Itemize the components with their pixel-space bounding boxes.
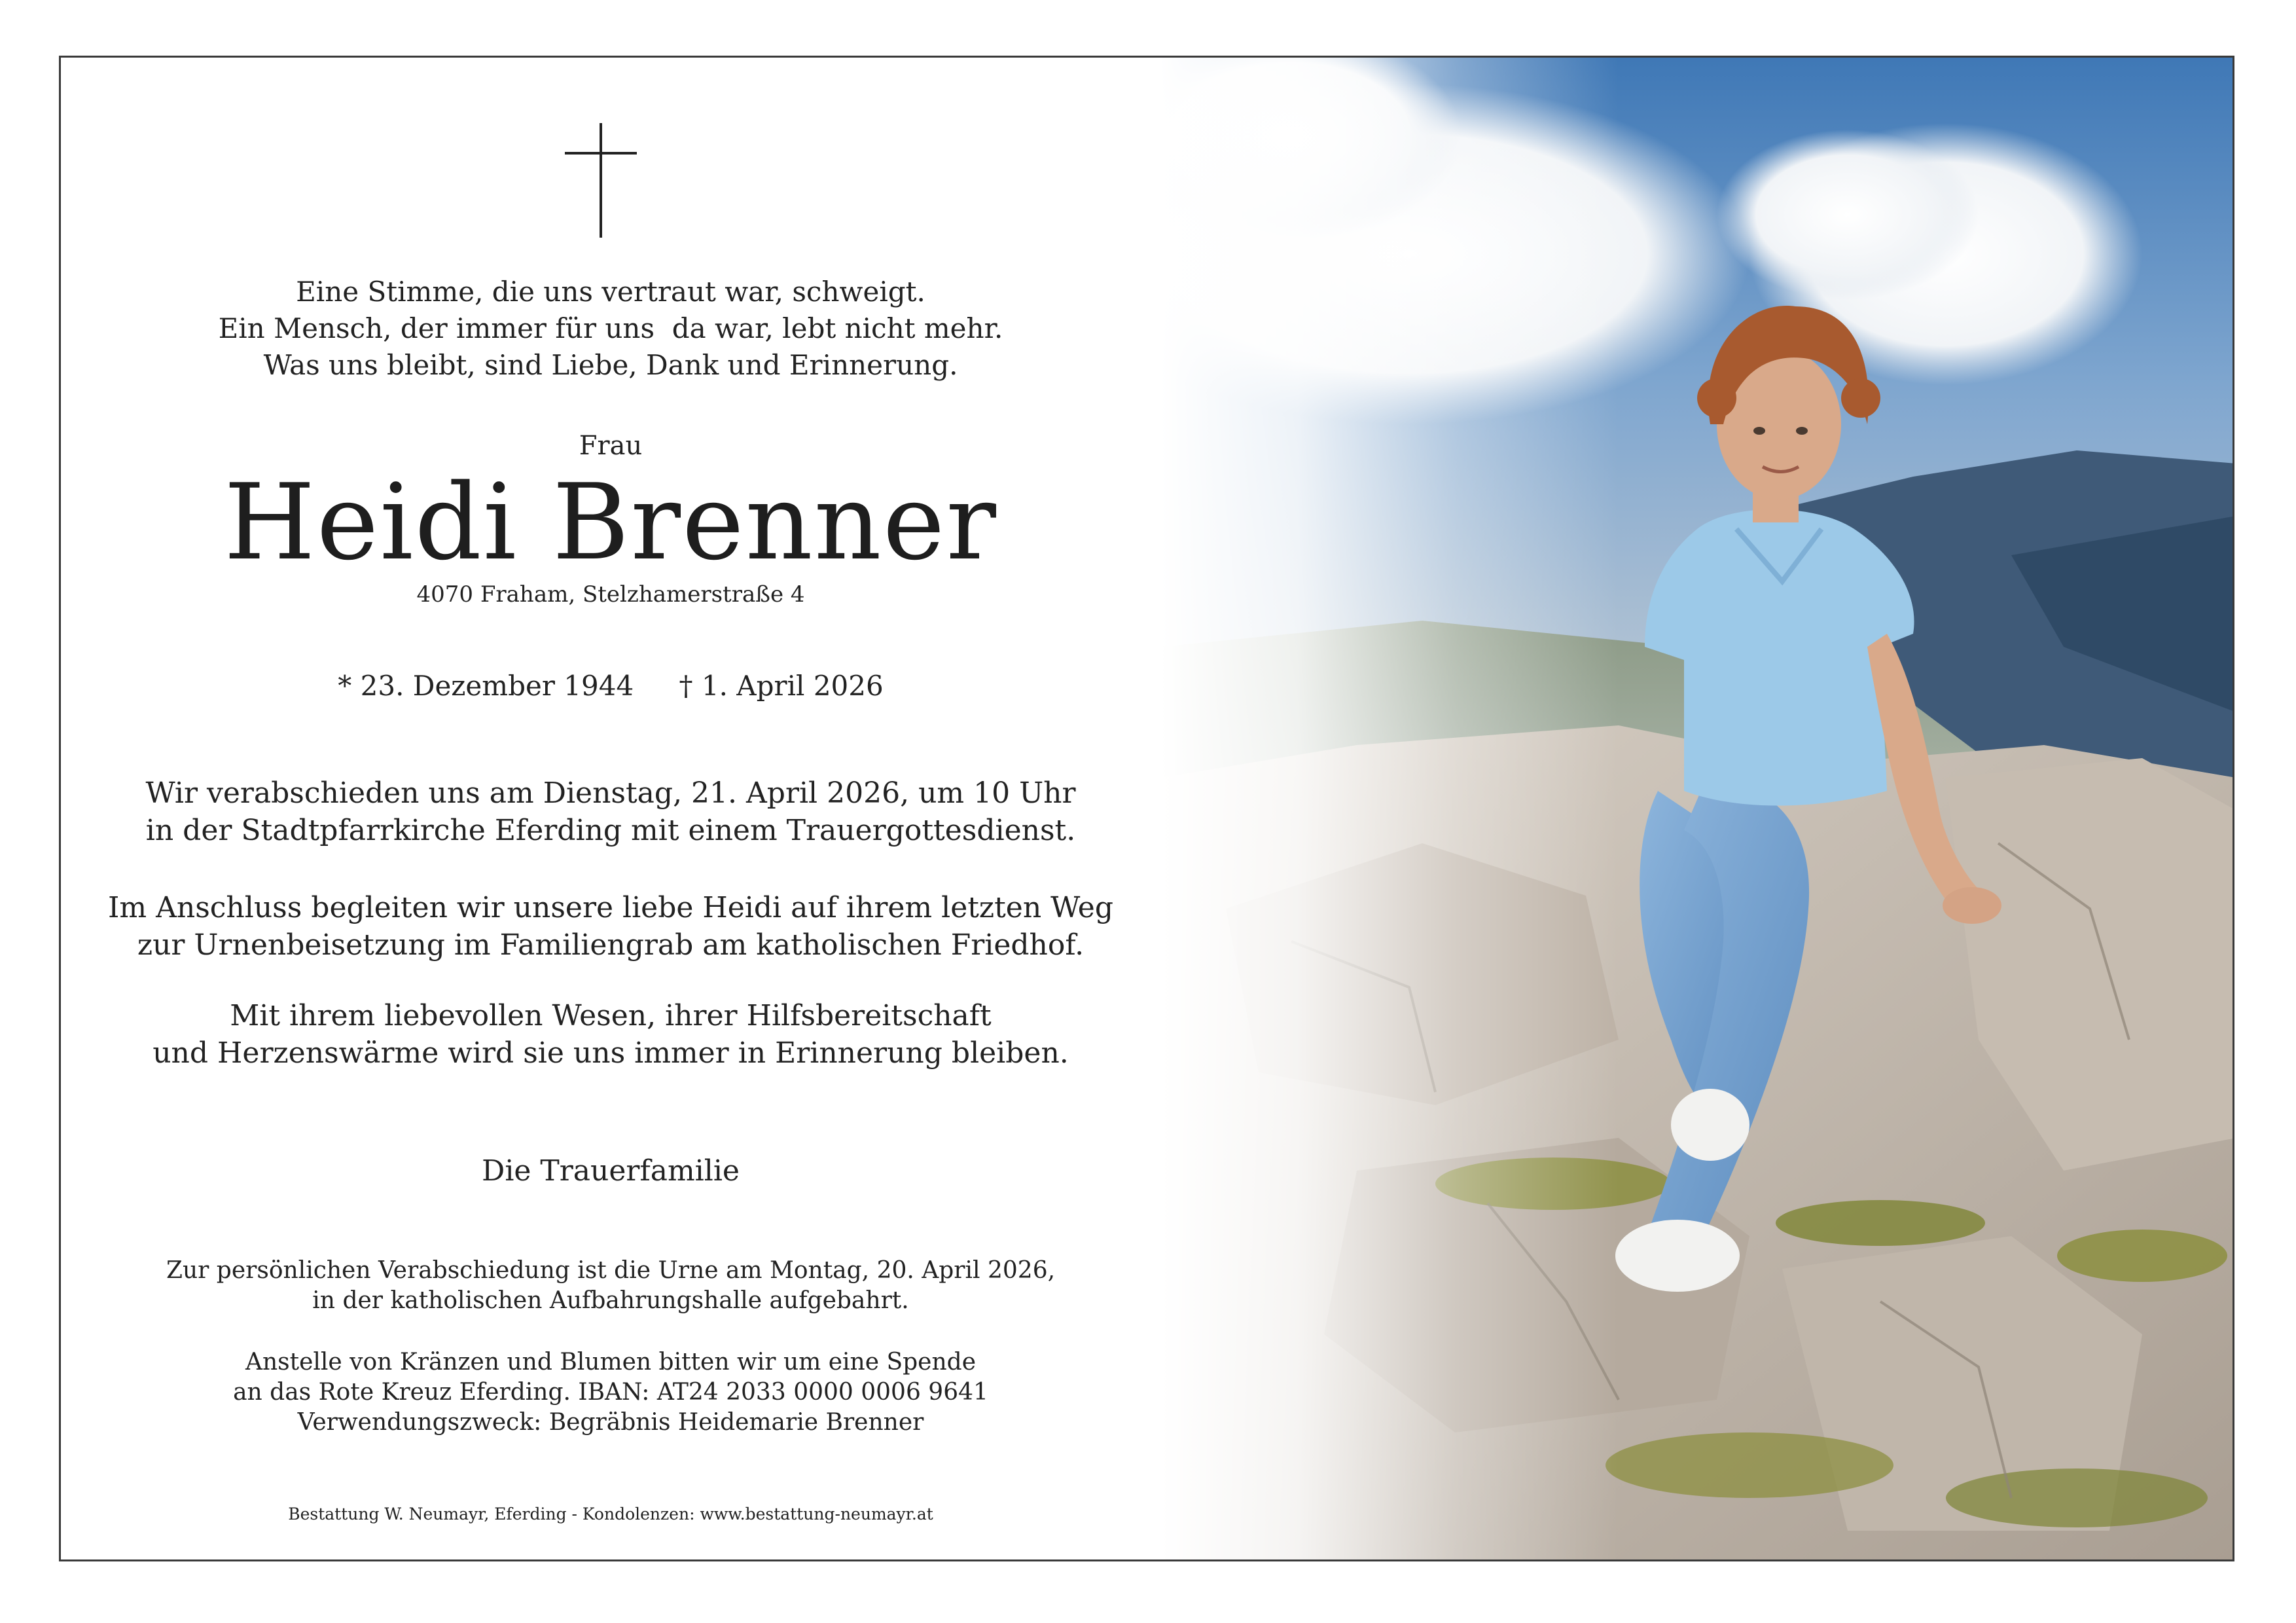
service-paragraph [61, 775, 1160, 849]
verse-line: Was uns bleibt, sind Liebe, Dank und Erinnerung. [263, 349, 958, 381]
paragraph-line: Mit ihrem liebevollen Wesen, ihrer Hilfsbereitschaft [230, 999, 992, 1032]
signature: Die Trauerfamilie [482, 1154, 740, 1188]
paragraph-line: Im Anschluss begleiten wir unsere liebe Heidi auf ihrem letzten Weg [107, 891, 1113, 924]
viewing-note [61, 1256, 1160, 1316]
note-line: Zur persönlichen Verabschiedung ist die Urne am Montag, 20. April 2026, [166, 1257, 1056, 1284]
paragraph-line: zur Urnenbeisetzung im Familiengrab am katholischen Friedhof. [137, 928, 1085, 962]
photo-fade [1160, 58, 1619, 1561]
note-line: Anstelle von Kränzen und Blumen bitten wir um eine Spende [245, 1349, 977, 1376]
note-line: in der katholischen Aufbahrungshalle aufgebahrt. [312, 1287, 909, 1314]
verse [61, 274, 1160, 384]
cross-icon [565, 123, 637, 238]
verse-line: Ein Mensch, der immer für uns da war, lebt nicht mehr. [218, 312, 1003, 344]
text-column [61, 58, 1160, 1561]
portrait-photo [1160, 58, 2234, 1561]
verse-line: Eine Stimme, die uns vertraut war, schweigt. [296, 276, 925, 308]
donation-note [61, 1347, 1160, 1438]
note-line: an das Rote Kreuz Eferding. IBAN: AT24 2033 0000 0006 9641 [233, 1379, 988, 1406]
deceased-name: Heidi Brenner [224, 461, 997, 583]
birth-date: * 23. Dezember 1944 [338, 670, 634, 702]
life-dates [61, 670, 1160, 702]
burial-paragraph [61, 889, 1160, 964]
paragraph-line: Wir verabschieden uns am Dienstag, 21. April 2026, um 10 Uhr [145, 776, 1076, 810]
tribute-paragraph [61, 997, 1160, 1072]
note-line: Verwendungszweck: Begräbnis Heidemarie Brenner [297, 1409, 924, 1436]
death-date: † 1. April 2026 [679, 670, 884, 702]
obituary-card [59, 56, 2234, 1561]
salutation: Frau [579, 431, 643, 461]
paragraph-line: und Herzenswärme wird sie uns immer in Erinnerung bleiben. [152, 1036, 1069, 1070]
funeral-home-footer: Bestattung W. Neumayr, Eferding - Kondolenzen: www.bestattung-neumayr.at [288, 1504, 933, 1523]
paragraph-line: in der Stadtpfarrkirche Eferding mit einem Trauergottesdienst. [145, 814, 1076, 847]
address: 4070 Fraham, Stelzhamerstraße 4 [416, 581, 805, 608]
